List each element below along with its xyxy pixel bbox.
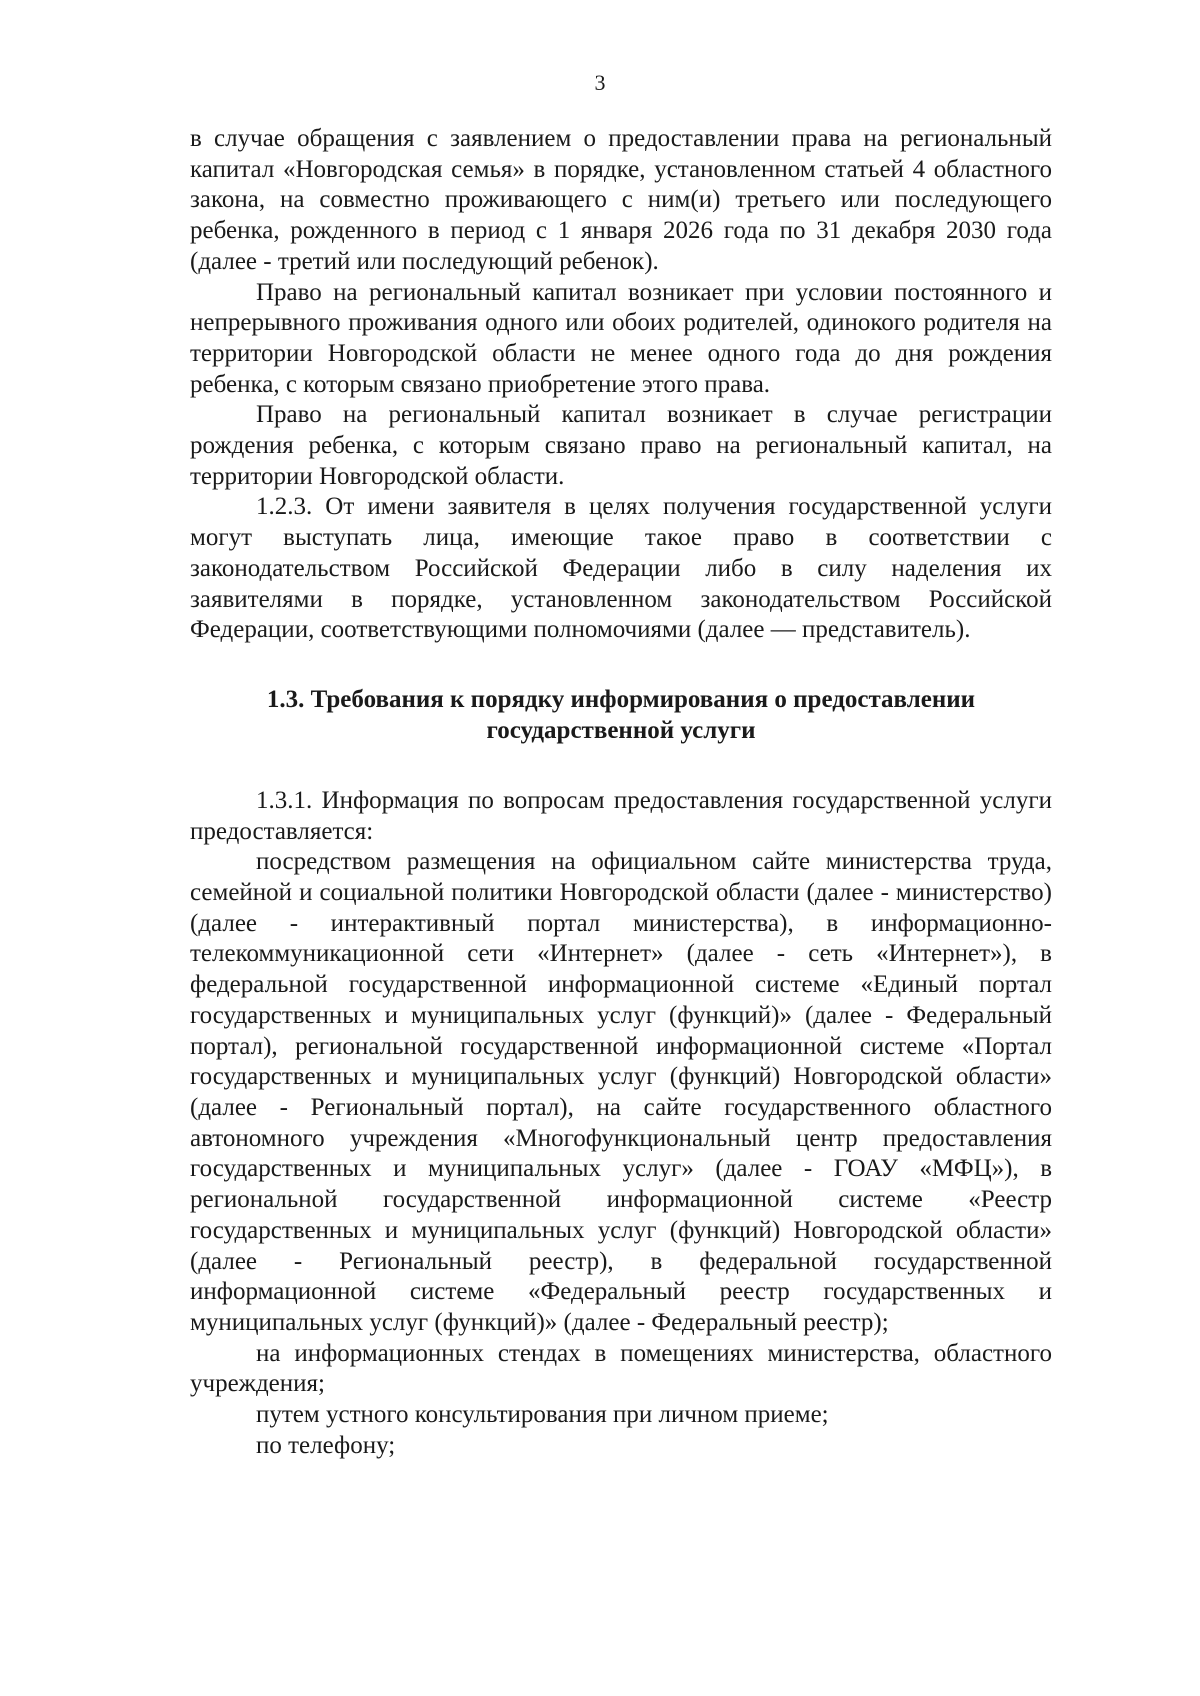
document-body [190,124,1052,1461]
paragraph: Право на региональный капитал возникает при условии постоянного и непрерывного проживания одного или обоих родителей, одинокого родителя на территории Новгородской области не менее одного года до дня рождения ребенка, с которым связано приобретение этого права. [190,278,1052,398]
paragraph: Право на региональный капитал возникает в случае регистрации рождения ребенка, с которым связано право на региональный капитал, на территории Новгородской области. [190,401,1052,490]
section-heading-line: 1.3. Требования к порядку информирования о предоставлении [266,685,976,713]
paragraph: в случае обращения с заявлением о предоставлении права на региональный капитал «Новгородская семья» в порядке, установленном статьей 4 областного закона, на совместно проживающего с ним(и) третьего или последующего ребенка, рожденного в период с 1 января 2026 года по 31 декабря 2030 года (далее - третий или последующий ребенок). [190,125,1052,275]
paragraph: посредством размещения на официальном сайте министерства труда, семейной и социальной политики Новгородской области (далее - министерство) (далее - интерактивный портал министерства), в информационно-телекоммуникационной сети «Интернет» (далее - сеть «Интернет»), в федеральной государственной информационной системе «Единый портал государственных и муниципальных услуг (функций)» (далее - Федеральный портал), региональной государственной информационной системе «Портал государственных и муниципальных услуг (функций) Новгородской области» (далее - Региональный портал), на сайте государственного областного автономного учреждения «Многофункциональный центр предоставления государственных и муниципальных услуг» (далее - ГОАУ «МФЦ»), в региональной государственной информационной системе «Реестр государственных и муниципальных услуг (функций) Новгородской области» (далее - Региональный реестр), в федеральной государственной информационной системе «Федеральный реестр государственных и муниципальных услуг (функций)» (далее - Федеральный реестр); [190,848,1052,1336]
section-heading-line: государственной услуги [486,716,756,744]
section-heading-1-3 [190,684,1052,746]
paragraph: по телефону; [256,1431,396,1459]
paragraph-1-2-3: 1.2.3. От имени заявителя в целях получения государственной услуги могут выступать лица, имеющие такое право в соответствии с законодательством Российской Федерации либо в силу наделения их заявителями в порядке, установленном законодательством Российской Федерации, соответствующими полномочиями (далее — представитель). [190,493,1052,644]
paragraph-1-3-1: 1.3.1. Информация по вопросам предоставления государственной услуги предоставляется: [190,786,1052,845]
paragraph: на информационных стендах в помещениях министерства, областного учреждения; [190,1339,1052,1398]
paragraph: путем устного консультирования при личном приеме; [256,1401,829,1429]
page-number: 3 [594,70,606,95]
